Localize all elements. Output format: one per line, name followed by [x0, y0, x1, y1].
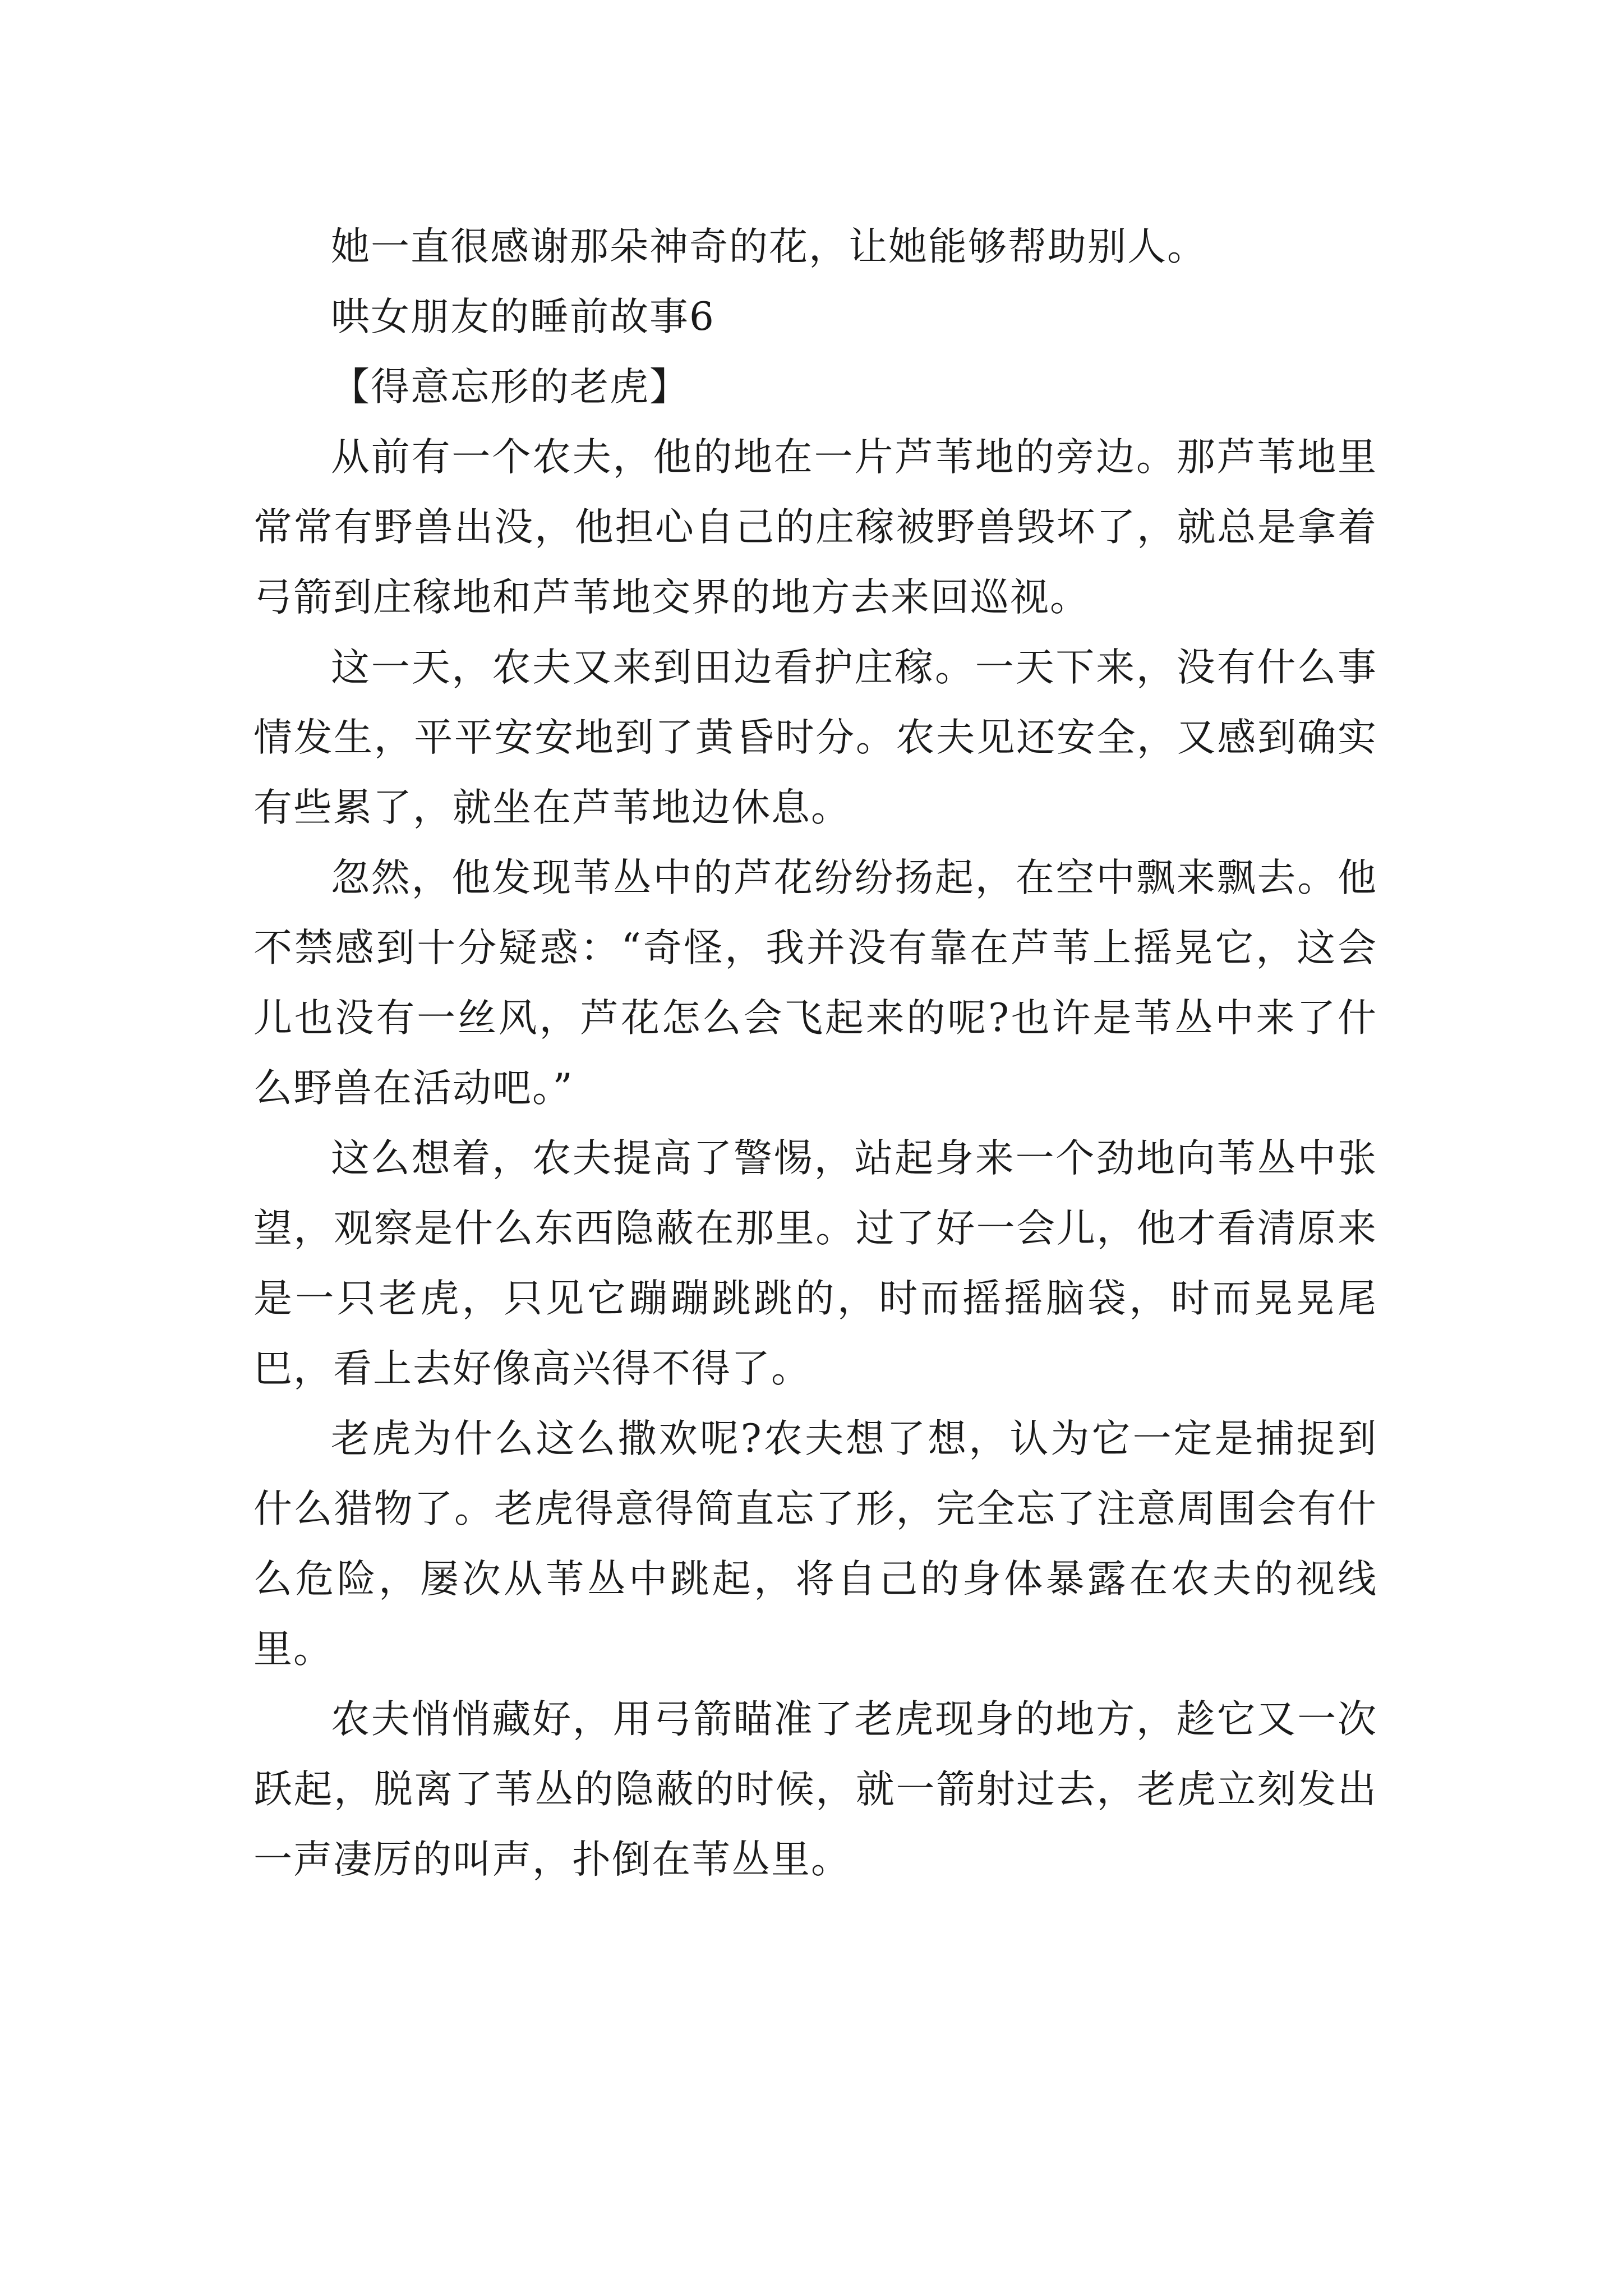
story-heading: 哄女朋友的睡前故事6	[331, 295, 715, 339]
paragraph-1: 从前有一个农夫，他的地在一片芦苇地的旁边。那芦苇地里常常有野兽出没，他担心自己的庄稼被野兽毁坏了，就总是拿着弓箭到庄稼地和芦苇地交界的地方去来回巡视。	[253, 435, 1377, 620]
story-title: 【得意忘形的老虎】	[331, 365, 689, 409]
paragraph-5: 老虎为什么这么撒欢呢?农夫想了想，认为它一定是捕捉到什么猎物了。老虎得意得简直忘了形，完全忘了注意周围会有什么危险，屡次从苇丛中跳起，将自己的身体暴露在农夫的视线里。	[253, 1416, 1377, 1672]
paragraph-3: 忽然，他发现苇丛中的芦花纷纷扬起，在空中飘来飘去。他不禁感到十分疑惑：“奇怪，我并没有靠在芦苇上摇晃它，这会儿也没有一丝风，芦花怎么会飞起来的呢?也许是苇丛中来了什么野兽在活动吧。”	[253, 855, 1377, 1111]
document-body	[253, 212, 1377, 1895]
paragraph-4: 这么想着，农夫提高了警惕，站起身来一个劲地向苇丛中张望，观察是什么东西隐蔽在那里。过了好一会儿，他才看清原来是一只老虎，只见它蹦蹦跳跳的，时而摇摇脑袋，时而晃晃尾巴，看上去好像高兴得不得了。	[253, 1136, 1377, 1391]
paragraph-6: 农夫悄悄藏好，用弓箭瞄准了老虎现身的地方，趁它又一次跃起，脱离了苇丛的隐蔽的时候，就一箭射过去，老虎立刻发出一声凄厉的叫声，扑倒在苇丛里。	[253, 1697, 1377, 1882]
paragraph-2: 这一天，农夫又来到田边看护庄稼。一天下来，没有什么事情发生，平平安安地到了黄昏时分。农夫见还安全，又感到确实有些累了，就坐在芦苇地边休息。	[253, 645, 1377, 830]
paragraph-intro-end: 她一直很感谢那朵神奇的花，让她能够帮助别人。	[331, 224, 1207, 269]
